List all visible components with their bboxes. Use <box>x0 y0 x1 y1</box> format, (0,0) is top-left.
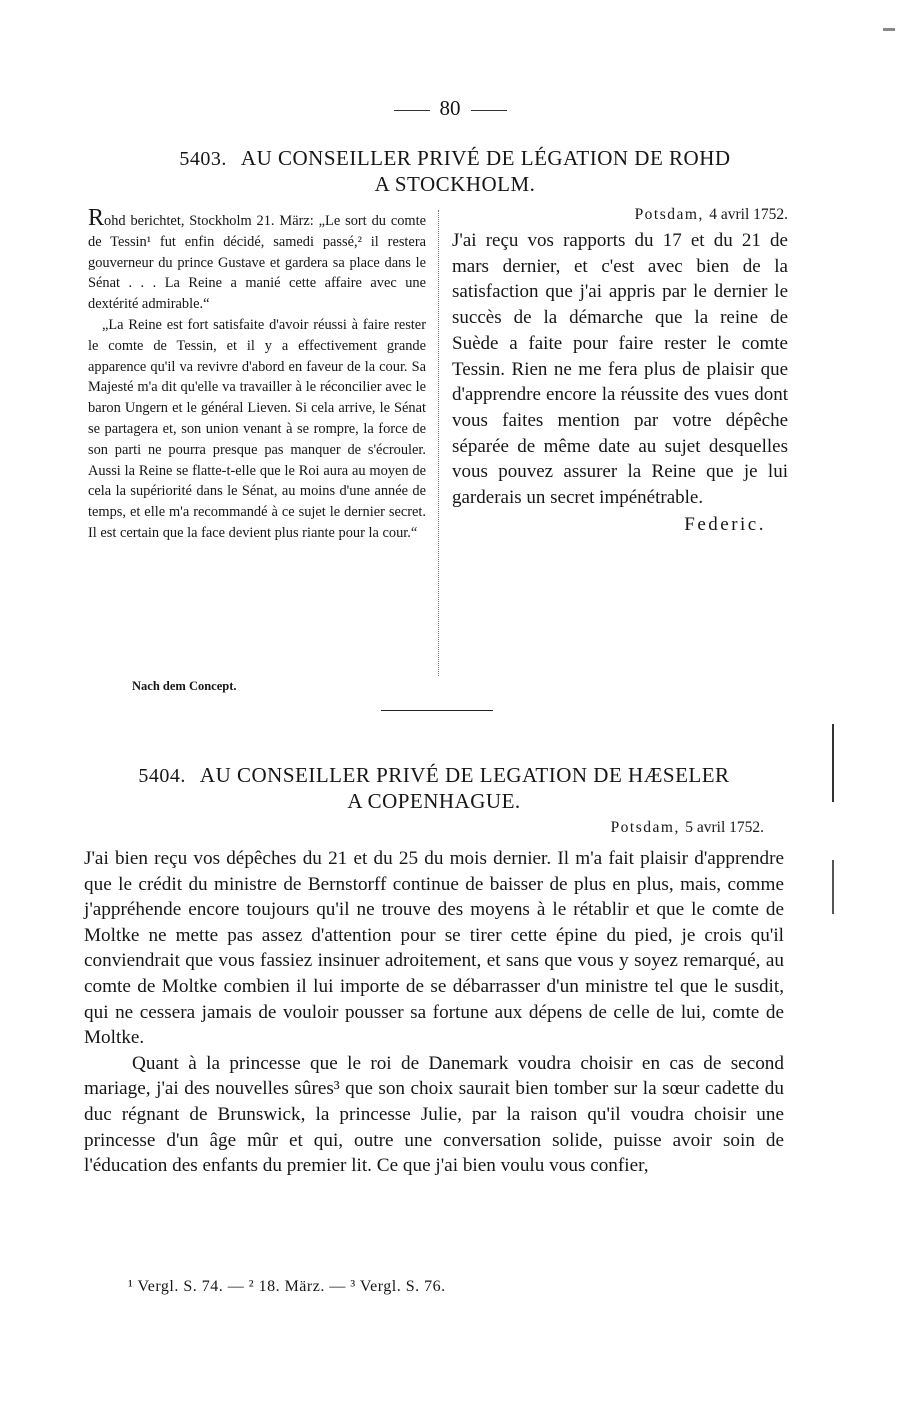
heading-line-2: A STOCKHOLM. <box>374 172 536 196</box>
page-edge-mark <box>883 28 895 31</box>
letter-5403-heading <box>110 146 800 197</box>
summary-paragraph <box>88 205 426 315</box>
heading-line-2: A COPENHAGUE. <box>347 789 521 813</box>
heading-text: AU CONSEILLER PRIVÉ DE LÉGATION DE ROHD <box>240 146 731 170</box>
summary-text: ohd berichtet, Stockholm 21. März: „Le sort du comte de Tessin¹ fut enfin décidé, samedi passé,² il restera gouverneur du prince Gustave et gardera sa place dans le Sénat . . . La Reine a manié cette affaire avec une dextérité admirable.“ <box>88 213 426 313</box>
summary-initial: R <box>88 205 105 231</box>
dateline <box>611 819 764 837</box>
dash-right <box>471 110 507 111</box>
letter-5404-heading <box>84 763 784 814</box>
dateline-date: 4 avril 1752. <box>709 206 788 223</box>
page-number <box>0 96 900 121</box>
signature: Federic. <box>684 513 766 535</box>
dateline <box>452 206 788 224</box>
summary-column <box>88 205 426 544</box>
heading-text: AU CONSEILLER PRIVÉ DE LEGATION DE HÆSELER <box>199 763 730 787</box>
margin-mark <box>832 860 834 914</box>
page-number-value: 80 <box>439 96 461 120</box>
dash-left <box>394 110 430 111</box>
letter-5403-body-column <box>452 206 788 536</box>
summary-paragraph: „La Reine est fort satisfaite d'avoir réussi à faire rester le comte de Tessin, et il y a effectivement grande apparence qu'il va revivre d'abord en faveur de la cour. Sa Majesté m'a dit qu'elle va travailler à le réconcilier avec le baron Ungern et le général Lieven. Si cela arrive, le Sénat se partagera et, son union venant à se rompre, la force de son parti ne pourra presque pas manquer de s'écrouler. Aussi la Reine se flatte-t-elle que le Roi aura au moyen de cela la supériorité dans le Sénat, au moins d'une année de temps, et elle m'a recommandé à ce sujet le dernier secret. Il est certain que la face devient plus riante pour la cour.“ <box>88 316 426 541</box>
letter-body: J'ai reçu vos rapports du 17 et du 21 de mars dernier, et c'est avec bien de la satisfaction que j'ai appris par le dernier le succès de la démarche que la reine de Suède a faite pour faire rester le comte Tessin. Rien ne me fera plus de plaisir que d'apprendre encore la réussite des vues dont vous faites mention par votre dépêche séparée de même date au sujet desquelles vous pouvez assurer la Reine que je lui garderais un secret impénétrable. <box>452 230 788 509</box>
source-note: Nach dem Concept. <box>132 679 237 693</box>
footnotes: ¹ Vergl. S. 74. — ² 18. März. — ³ Vergl. S. 76. <box>128 1278 446 1295</box>
heading-line-1 <box>110 146 800 172</box>
section-rule <box>381 710 493 711</box>
margin-mark <box>832 724 834 802</box>
dateline-place: Potsdam, <box>634 206 704 223</box>
column-divider <box>438 210 439 676</box>
heading-line-1 <box>84 763 784 789</box>
body-paragraph: J'ai bien reçu vos dépêches du 21 et du 25 du mois dernier. Il m'a fait plaisir d'apprendre que le crédit du ministre de Bernstorff continue de baisser de plus en plus, mais, comme j'appréhende encore toujours qu'il ne trouve des moyens à le rétablir et que le comte de Moltke ne mette pas assez d'attention pour se tirer cette épine du pied, je crois qu'il conviendrait que vous fassiez insinuer adroitement, et sans que vous y soyez remarqué, au comte de Moltke combien il lui importe de se débarrasser d'un ministre tel que le susdit, qui ne cessera jamais de vouloir pousser sa fortune aux dépens de celle de lui, comte de Moltke. <box>84 848 784 1049</box>
letter-number: 5403. <box>179 148 227 170</box>
body-paragraph: Quant à la princesse que le roi de Danemark voudra choisir en cas de second mariage, j'ai des nouvelles sûres³ que son choix saurait bien tomber sur la sœur cadette du duc régnant de Brunswick, la princesse Julie, par la raison qu'il voudra choisir une princesse d'un âge mûr et qui, outre une conversation solide, puisse avoir soin de l'éducation des enfants du premier lit. Ce que j'ai bien voulu vous confier, <box>84 1052 784 1177</box>
dateline-place: Potsdam, <box>610 819 680 836</box>
letter-number: 5404. <box>138 765 186 787</box>
dateline-date: 5 avril 1752. <box>685 819 764 836</box>
letter-5404-body <box>84 846 784 1179</box>
